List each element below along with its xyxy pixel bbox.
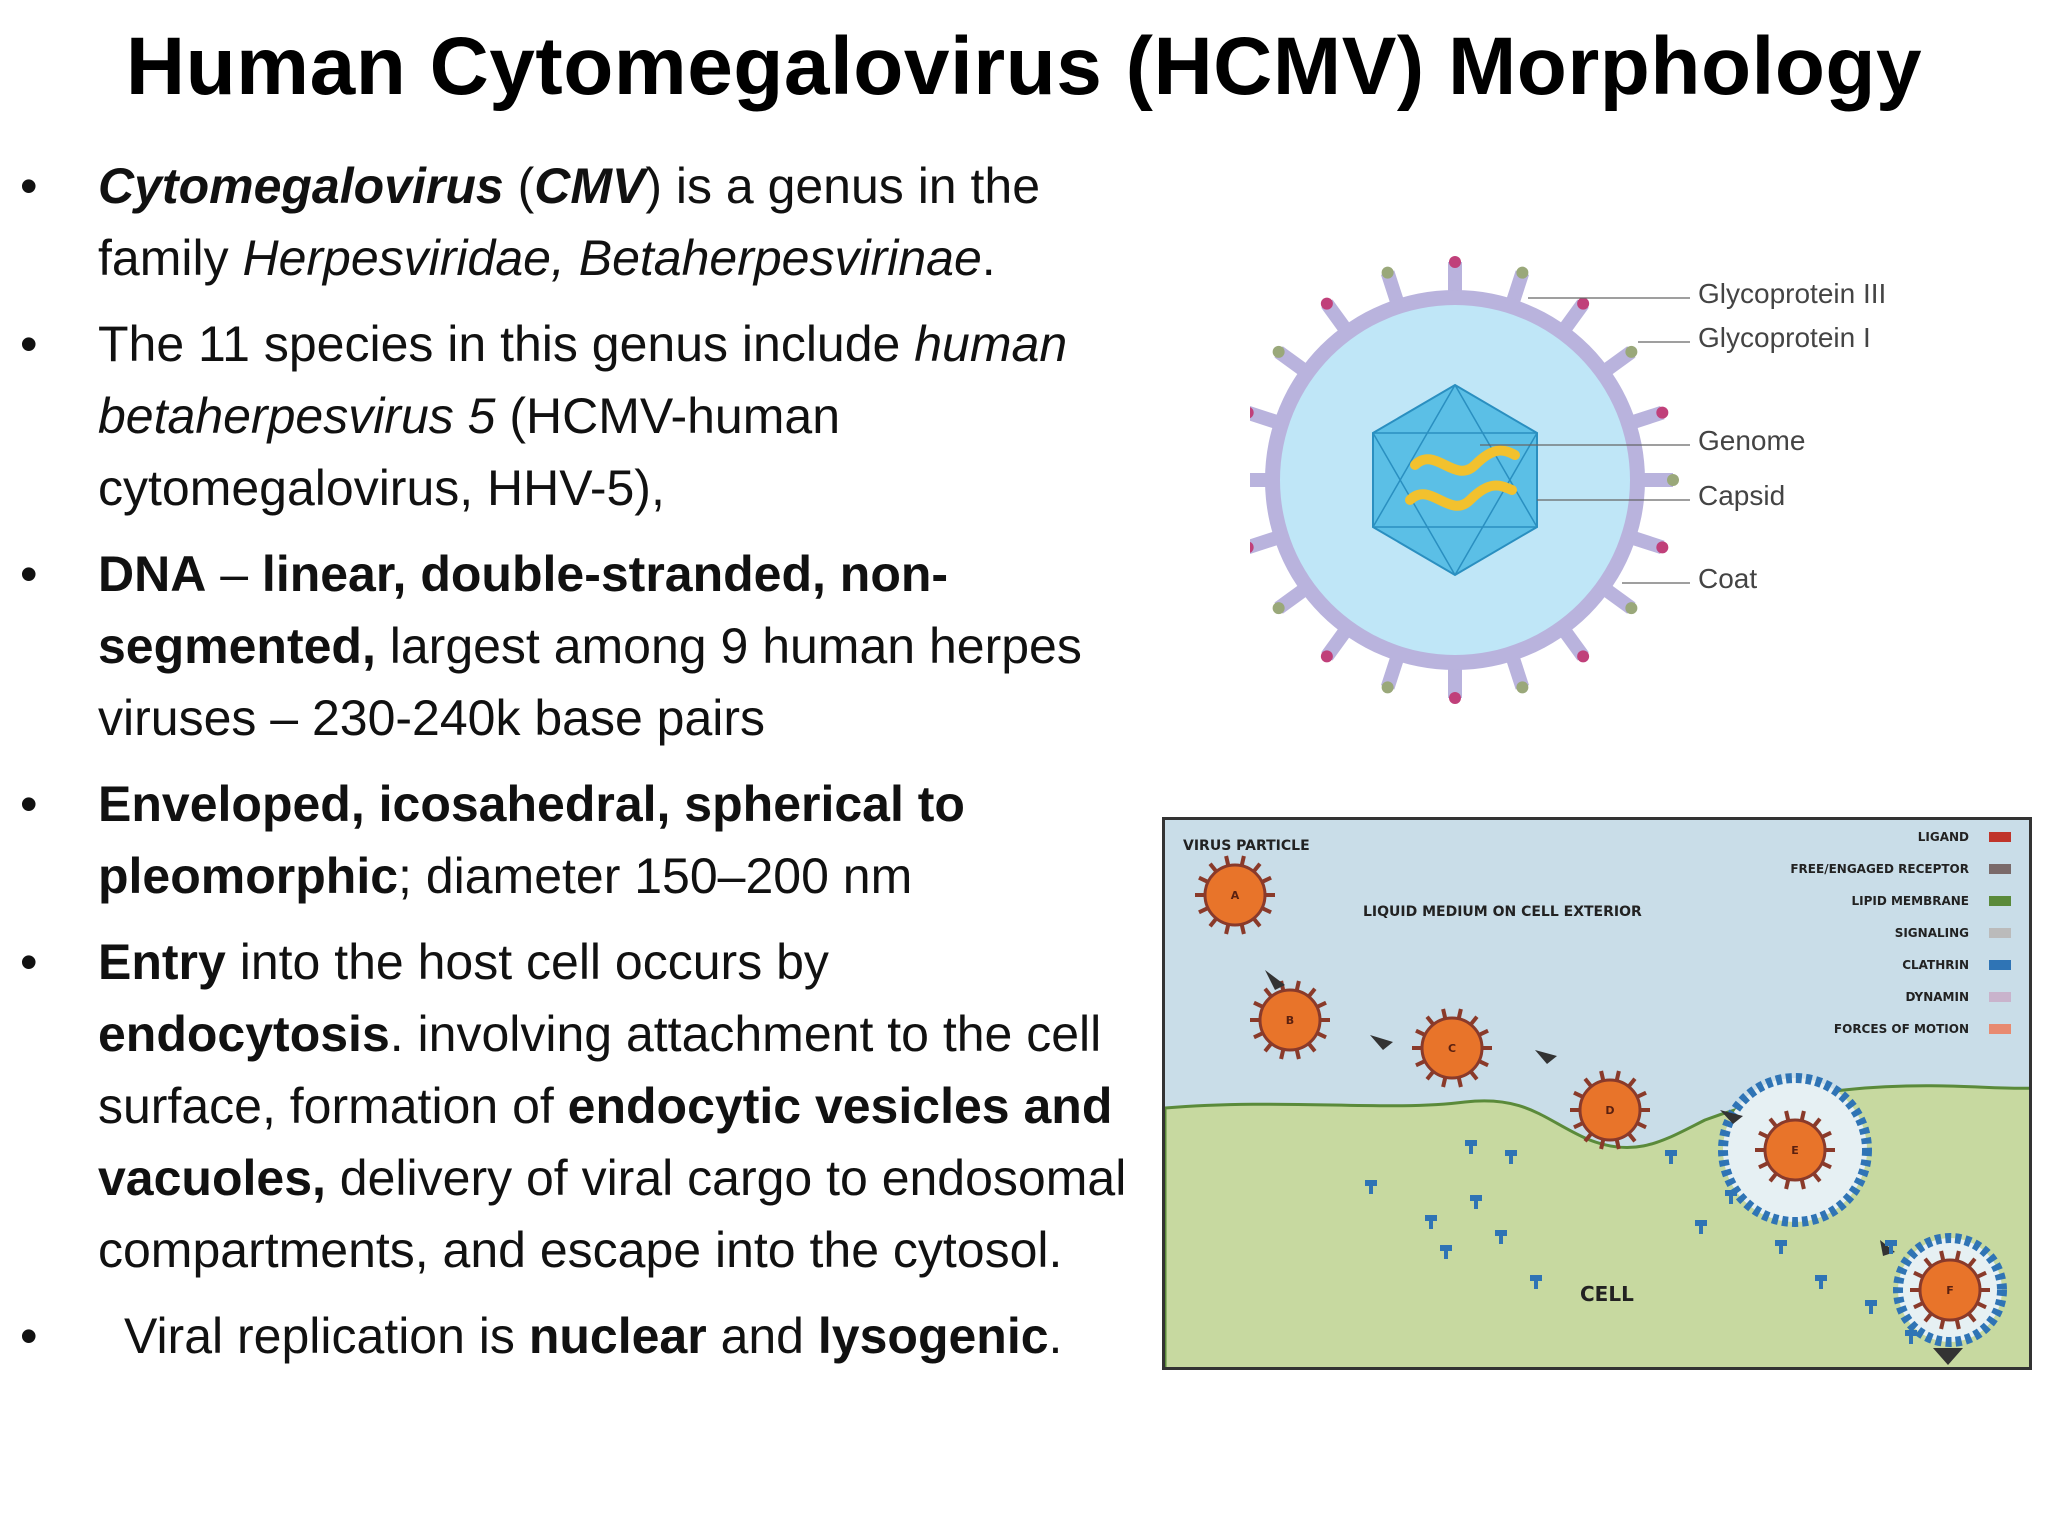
bullet-text: Viral replication is [124,1308,529,1364]
clathrin-mark [1865,1300,1877,1306]
stage-label: B [1285,1014,1295,1027]
legend-item: SIGNALING [1894,926,1969,940]
bullet-text: – [206,546,262,602]
glycoprotein-tip [1577,650,1589,662]
legend-item: CLATHRIN [1902,958,1969,972]
label-coat: Coat [1698,563,1758,594]
glycoprotein-tip [1625,602,1637,614]
bullet-marker: • [20,546,38,602]
clathrin-mark [1729,1196,1733,1204]
clathrin-mark [1775,1240,1787,1246]
clathrin-mark [1695,1220,1707,1226]
glycoprotein-tip [1656,407,1668,419]
bullet-text: delivery of viral cargo to endosomal compartments, and escape into the cytosol. [98,1150,1127,1278]
clathrin-mark [1470,1195,1482,1201]
bullet-text: ; diameter 150–200 nm [398,848,913,904]
bullet-text: linear, double-stranded, non-segmented, [98,546,949,674]
glycoprotein-tip [1625,346,1637,358]
clathrin-mark [1699,1226,1703,1234]
clathrin-mark [1665,1150,1677,1156]
clathrin-mark [1444,1251,1448,1259]
clathrin-mark [1425,1215,1437,1221]
stage-label: F [1946,1284,1954,1297]
glycoprotein-tip [1382,267,1394,279]
clathrin-mark [1469,1146,1473,1154]
glycoprotein-tip [1449,692,1461,704]
clathrin-mark [1889,1246,1893,1254]
glycoprotein-tip [1577,298,1589,310]
clathrin-mark [1499,1236,1503,1244]
bullet-text: DNA [98,546,207,602]
clathrin-mark [1474,1201,1478,1209]
bullet-marker: • [20,1308,38,1364]
virion-spike [1242,924,1244,934]
legend-swatch [1989,896,2011,906]
glycoprotein-tip [1516,681,1528,693]
bullet-item [20,926,1130,1286]
legend-item: FREE/ENGAGED RECEPTOR [1790,862,1969,876]
clathrin-mark [1909,1336,1913,1344]
bullet-text: human betaherpesvirus 5 [98,316,1068,444]
clathrin-mark [1779,1246,1783,1254]
bullet-item [20,768,1130,912]
glycoprotein-tip [1321,298,1333,310]
glycoprotein-tip [1321,650,1333,662]
legend-item: DYNAMIN [1905,990,1969,1004]
bullet-item [20,150,1130,294]
virion-spike [1226,924,1228,934]
label-genome: Genome [1698,425,1806,456]
bullet-text: endocytic vesicles and vacuoles, [98,1078,1113,1206]
bullet-text: into the host cell occurs by [225,934,829,990]
clathrin-mark [1465,1140,1477,1146]
bullet-item [20,308,1130,524]
bullet-text: Herpesviridae, Betaherpesvirinae [242,230,982,286]
legend-swatch [1989,864,2011,874]
slide-title: Human Cytomegalovirus (HCMV) Morphology [125,21,1923,112]
bullet-marker: • [20,316,38,372]
bullet-item [20,1300,1130,1372]
label-cell: CELL [1580,1282,1634,1306]
clathrin-mark [1429,1221,1433,1229]
bullet-text: and [706,1308,818,1364]
glycoprotein-tip [1656,541,1668,553]
clathrin-mark [1530,1275,1542,1281]
label-glycoprotein-1: Glycoprotein I [1698,322,1871,353]
bullet-text: nuclear [528,1308,707,1364]
endocytosis-diagram [1162,817,2032,1370]
bullet-text: CMV [534,158,646,214]
virus-diagram [1250,250,2010,710]
bullet-text: lysogenic [817,1308,1049,1364]
bullet-marker: • [20,158,38,214]
virion-spike [1226,856,1228,866]
stage-label: A [1230,889,1240,902]
clathrin-mark [1509,1156,1513,1164]
bullet-text: (HCMV-human cytomegalovirus, HHV-5), [98,388,840,516]
legend-swatch [1989,960,2011,970]
legend-swatch [1989,832,2011,842]
clathrin-mark [1495,1230,1507,1236]
bullet-text: . [1048,1308,1063,1364]
clathrin-mark [1534,1281,1538,1289]
clathrin-mark [1869,1306,1873,1314]
bullet-item [20,538,1130,754]
legend-item: FORCES OF MOTION [1833,1022,1969,1036]
clathrin-mark [1369,1186,1373,1194]
clathrin-mark [1365,1180,1377,1186]
clathrin-mark [1440,1245,1452,1251]
glycoprotein-tip [1516,267,1528,279]
bullet-text: endocytosis [98,1006,390,1062]
label-capsid: Capsid [1698,480,1786,511]
clathrin-mark [1905,1330,1917,1336]
legend-item: LIPID MEMBRANE [1851,894,1969,908]
label-glycoprotein-3: Glycoprotein III [1698,278,1887,309]
bullet-marker: • [20,776,38,832]
glycoprotein-tip [1273,602,1285,614]
glycoprotein-tip [1449,256,1461,268]
bullet-text: Cytomegalovirus [98,158,504,214]
bullet-text: Entry [98,934,226,990]
clathrin-mark [1885,1240,1897,1246]
bullet-list [20,150,1130,1386]
stage-label: D [1605,1104,1615,1117]
virion-spike [1242,856,1244,866]
glycoprotein-tip [1273,346,1285,358]
stage-label: E [1791,1144,1799,1157]
bullet-text: ) is a genus in the family [98,158,1041,286]
bullet-text: . [981,230,996,286]
label-virus-particle: VIRUS PARTICLE [1183,838,1310,854]
clathrin-mark [1669,1156,1673,1164]
clathrin-mark [1725,1190,1737,1196]
clathrin-mark [1505,1150,1517,1156]
legend-swatch [1989,928,2011,938]
clathrin-mark [1815,1275,1827,1281]
legend-swatch [1989,1024,2011,1034]
bullet-text: . involving attachment to the cell surface, formation of [98,1006,1102,1134]
clathrin-mark [1819,1281,1823,1289]
glycoprotein-tip [1382,681,1394,693]
label-liquid-medium: LIQUID MEDIUM ON CELL EXTERIOR [1363,904,1642,920]
stage-label: C [1447,1042,1457,1055]
virus-illustration [1250,250,2010,710]
legend-item: LIGAND [1917,830,1969,844]
glycoprotein-tip [1667,474,1679,486]
legend-swatch [1989,992,2011,1002]
bullet-text: The 11 species in this genus include [98,316,915,372]
bullet-marker: • [20,934,38,990]
bullet-text: ( [503,158,535,214]
bullet-text: Enveloped, icosahedral, spherical to pleomorphic [98,776,965,904]
bullet-text: largest among 9 human herpes viruses – 230-240k base pairs [98,618,1082,746]
